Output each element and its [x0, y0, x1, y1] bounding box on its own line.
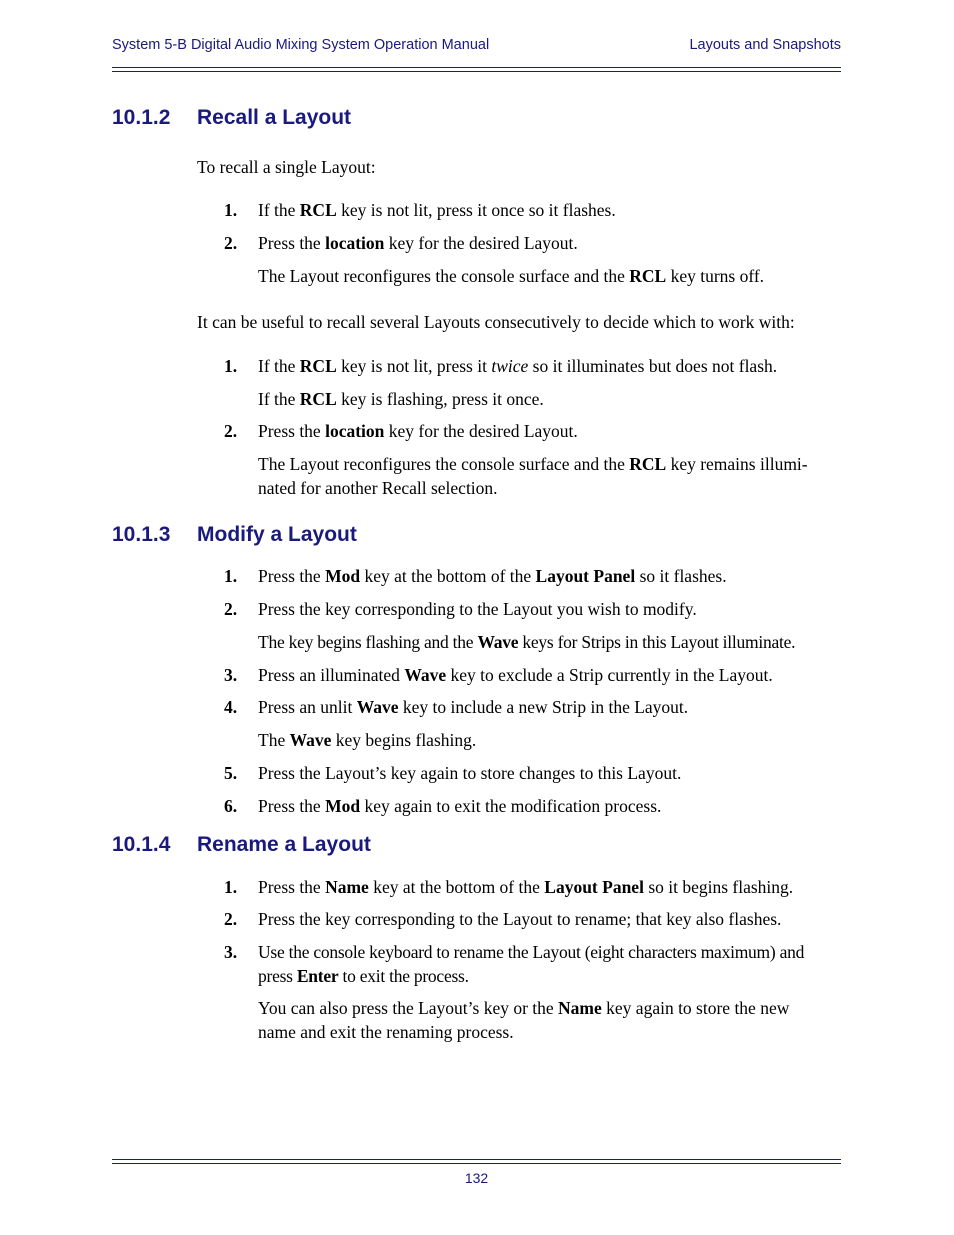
step-number: 4. — [224, 697, 238, 717]
step-number: 1. — [224, 356, 238, 376]
step-text: If the RCL key is not lit, press it once so it flashes. — [258, 200, 616, 220]
step-text: Press the Mod key again to exit the modification process. — [258, 796, 662, 816]
step-text: Press the Layout’s key again to store changes to this Layout. — [258, 763, 682, 783]
step-number: 3. — [224, 942, 238, 962]
step-number: 2. — [224, 909, 238, 929]
footer-rule-2 — [112, 1163, 841, 1164]
step-text: Press the location key for the desired Layout. — [258, 233, 578, 253]
step-number: 1. — [224, 200, 238, 220]
section-title: Rename a Layout — [197, 833, 371, 856]
section-title: Modify a Layout — [197, 523, 357, 546]
manual-title: System 5-B Digital Audio Mixing System Operation Manual — [112, 37, 490, 53]
header-rule — [112, 67, 841, 68]
step-number: 3. — [224, 665, 238, 685]
section-heading-rename — [112, 833, 371, 857]
step-text: If the RCL key is not lit, press it twice so it illuminates but does not flash. — [258, 356, 778, 376]
section-number: 10.1.2 — [112, 106, 171, 129]
paragraph: To recall a single Layout: — [197, 157, 376, 177]
step-text: Press an unlit Wave key to include a new Strip in the Layout. — [258, 697, 689, 717]
section-heading-modify — [112, 523, 357, 547]
step-number: 2. — [224, 599, 238, 619]
step-number: 2. — [224, 233, 238, 253]
step-number: 1. — [224, 566, 238, 586]
step-text: Press the location key for the desired Layout. — [258, 421, 578, 441]
step-note: The Layout reconfigures the console surface and the RCL key turns off. — [258, 266, 765, 286]
step-text: Use the console keyboard to rename the Layout (eight characters maximum) and press Enter to exit the process. — [258, 942, 805, 986]
step-text: Press an illuminated Wave key to exclude a Strip currently in the Layout. — [258, 665, 773, 685]
step-note: If the RCL key is flashing, press it once. — [258, 389, 544, 409]
step-text: Press the key corresponding to the Layout to rename; that key also flashes. — [258, 909, 782, 929]
step-number: 5. — [224, 763, 238, 783]
section-heading-recall — [112, 106, 351, 130]
footer-rule — [112, 1159, 841, 1160]
page-number: 132 — [464, 1170, 489, 1186]
step-number: 6. — [224, 796, 238, 816]
step-note: The Layout reconfigures the console surface and the RCL key remains illumi- nated for another Recall selection. — [258, 454, 808, 498]
step-number: 2. — [224, 421, 238, 441]
section-number: 10.1.3 — [112, 523, 171, 546]
section-title: Recall a Layout — [197, 106, 352, 129]
step-text: Press the Name key at the bottom of the Layout Panel so it begins flashing. — [258, 877, 794, 897]
chapter-title: Layouts and Snapshots — [689, 37, 841, 53]
paragraph: It can be useful to recall several Layouts consecutively to decide which to work with: — [197, 312, 795, 332]
step-number: 1. — [224, 877, 238, 897]
step-note: The key begins flashing and the Wave keys for Strips in this Layout illuminate. — [258, 632, 796, 652]
step-note: You can also press the Layout’s key or the Name key again to store the new name and exit the renaming process. — [258, 998, 790, 1042]
section-number: 10.1.4 — [112, 833, 171, 856]
step-note: The Wave key begins flashing. — [258, 730, 477, 750]
step-text: Press the Mod key at the bottom of the Layout Panel so it flashes. — [258, 566, 727, 586]
step-text: Press the key corresponding to the Layout you wish to modify. — [258, 599, 697, 619]
header-rule-2 — [112, 71, 841, 72]
